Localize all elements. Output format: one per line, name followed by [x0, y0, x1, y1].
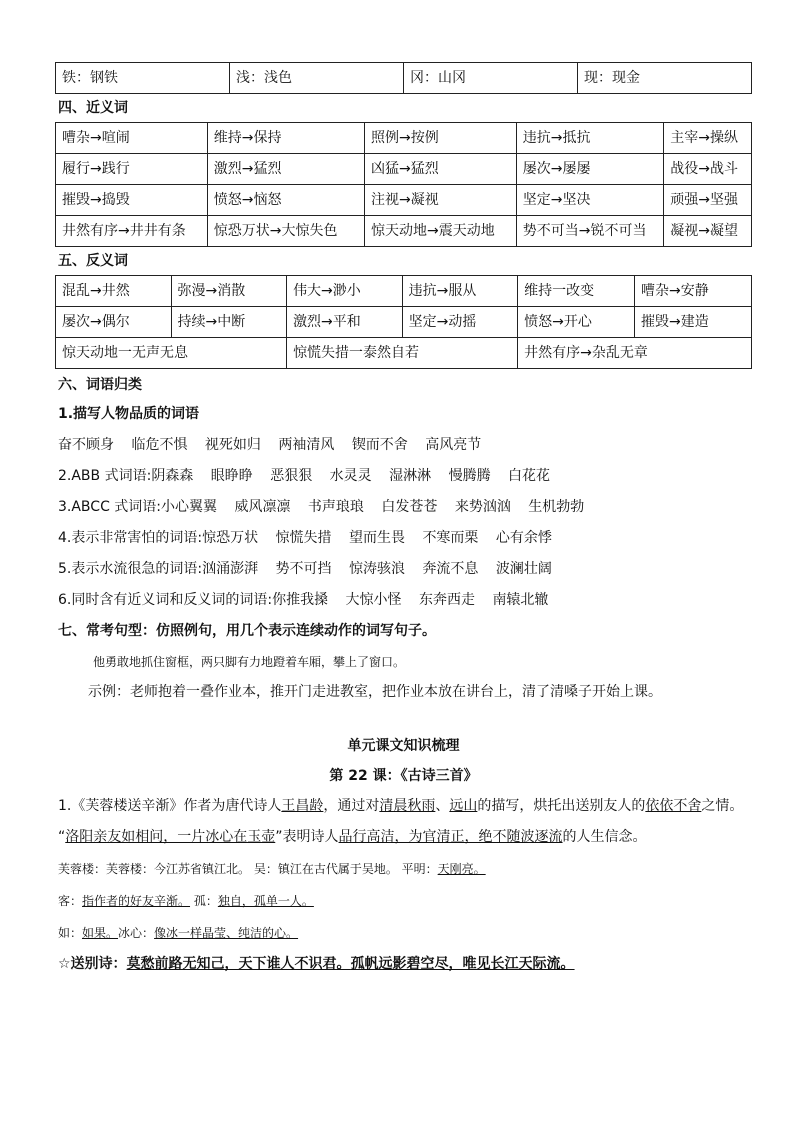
term: 书声琅琅: [307, 499, 364, 515]
term: 高风亮节: [425, 437, 482, 453]
term: 不寒而栗: [422, 530, 479, 546]
table-cell: 愤怒→恼怒: [207, 185, 364, 216]
category-label: 4.表示非常害怕的词语:: [58, 530, 203, 546]
section-heading-synonyms: 四、近义词: [58, 100, 128, 116]
term: 白花花: [508, 468, 551, 484]
table-row: [56, 63, 752, 94]
category-label: 3.ABCC 式词语:: [58, 499, 162, 515]
underlined-phrase: 指作者的好友辛渐。: [82, 894, 191, 908]
term: 势不可挡: [275, 561, 332, 577]
term: 奋不顾身: [58, 437, 114, 453]
term: 望而生畏: [348, 530, 405, 546]
term: 阴森森: [151, 468, 194, 484]
underlined-phrase: 像冰一样晶莹、纯洁的心。: [154, 926, 299, 940]
section-heading-classify: 六、词语归类: [58, 377, 142, 393]
category-label: 2.ABB 式词语:: [58, 468, 152, 484]
antonym-table: [55, 275, 752, 369]
term: 波澜壮阔: [495, 561, 552, 577]
table-cell: 惊天动地→震天动地: [365, 216, 517, 247]
category-line: [58, 492, 752, 523]
table-cell: 井然有序→井井有条: [56, 216, 208, 247]
term: 南辕北辙: [492, 592, 549, 608]
table-cell: 照例→按例: [365, 123, 517, 154]
underlined-phrase: 独自，孤单一人。: [217, 894, 314, 908]
category-terms: [58, 430, 752, 461]
table-cell: 伟大→渺小: [287, 276, 403, 307]
text-run: 客：: [58, 894, 83, 908]
annotation-line: [58, 853, 752, 885]
term: 小心翼翼: [161, 499, 218, 515]
table-row: [56, 185, 752, 216]
term: 白发苍苍: [381, 499, 438, 515]
table-cell: 激烈→猛烈: [207, 154, 364, 185]
table-cell: 混乱→井然: [56, 276, 172, 307]
table-cell: 持续→中断: [171, 307, 287, 338]
text-run: 、: [435, 798, 450, 814]
term: 惊恐万状: [202, 530, 259, 546]
category-line: [58, 461, 752, 492]
category-line: [58, 585, 752, 616]
text-run: 1.《芙蓉楼送辛渐》作者为唐代诗人: [58, 798, 282, 814]
lesson-title: 单元课文知识梳理: [347, 738, 460, 754]
category-title: 1.描写人物品质的词语: [58, 406, 200, 422]
underlined-phrase: 天刚亮。: [437, 862, 486, 876]
table-row: [56, 154, 752, 185]
term: 慢腾腾: [448, 468, 491, 484]
term: 惊慌失措: [275, 530, 332, 546]
table-cell: 摧毁→建造: [635, 307, 752, 338]
term: 奔流不息: [422, 561, 479, 577]
text-run: 冰心：: [118, 926, 155, 940]
table-cell: 井然有序→杂乱无章: [518, 338, 752, 369]
table-cell: 势不可当→锐不可当: [516, 216, 664, 247]
table-cell: 摧毁→捣毁: [56, 185, 208, 216]
table-cell: 惊天动地一无声无息: [56, 338, 287, 369]
text-run: 如：: [58, 926, 83, 940]
table-cell: 凶猛→猛烈: [365, 154, 517, 185]
text-run: ，通过对: [323, 798, 380, 814]
table-cell: 主宰→操纵: [664, 123, 752, 154]
lesson-paragraph-1: [58, 791, 752, 822]
lesson-subtitle: 第 22 课：《古诗三首》: [329, 768, 478, 784]
term: 大惊小怪: [345, 592, 402, 608]
table-row: [56, 216, 752, 247]
category-label: 6.同时含有近义词和反义词的词语:: [58, 592, 273, 608]
term: 威风凛凛: [234, 499, 291, 515]
term: 湿淋淋: [389, 468, 432, 484]
text-run: 孤：: [190, 894, 218, 908]
table-cell: 维持一改变: [518, 276, 635, 307]
term: 锲而不舍: [351, 437, 408, 453]
table-cell: 愤怒→开心: [518, 307, 635, 338]
term: 惊涛骇浪: [348, 561, 405, 577]
table-cell: 注视→凝视: [365, 185, 517, 216]
table-cell: 违抗→服从: [402, 276, 518, 307]
underlined-phrase: 依依不舍: [645, 798, 702, 814]
poet-name: 王昌龄: [281, 798, 324, 814]
section-heading-antonyms: 五、反义词: [58, 253, 128, 269]
spacer: [55, 707, 752, 731]
text-run: 芙蓉楼：芙蓉楼：今江苏省镇江北。 吴：镇江在古代属于吴地。 平明：: [58, 862, 438, 876]
synonym-table: [55, 122, 752, 247]
table-cell: 战役→战斗: [664, 154, 752, 185]
underlined-phrase: 如果。: [82, 926, 119, 940]
table-cell: 顽强→坚强: [664, 185, 752, 216]
term: 水灵灵: [329, 468, 372, 484]
underlined-phrase: 品行高洁，为官清正，绝不随波逐流: [338, 829, 563, 845]
table-row: [56, 338, 752, 369]
farewell-poem-line: [58, 949, 752, 980]
table-cell: 屡次→屡屡: [516, 154, 664, 185]
section-heading-sentence: 七、常考句型：仿照例句，用几个表示连续动作的词写句子。: [58, 623, 436, 639]
table-cell: 铁：钢铁: [56, 63, 230, 94]
table-cell: 嘈杂→喧闹: [56, 123, 208, 154]
underlined-phrase: 莫愁前路无知己，天下谁人不识君。: [126, 956, 351, 972]
worksheet-page: [55, 62, 752, 980]
poem-quote: 洛阳亲友如相问，一片冰心在玉壶: [65, 829, 276, 845]
table-row: [56, 276, 752, 307]
table-cell: 屡次→偶尔: [56, 307, 172, 338]
category-label: 5.表示水流很急的词语:: [58, 561, 203, 577]
text-run: ”表明诗人: [275, 829, 339, 845]
table-cell: 违抗→抵抗: [516, 123, 664, 154]
table-cell: 惊恐万状→大惊失色: [207, 216, 364, 247]
term: 恶狠狠: [270, 468, 313, 484]
table-cell: 现：现金: [578, 63, 752, 94]
table-row: [56, 307, 752, 338]
text-run: 的人生信念。: [562, 829, 647, 845]
term: 视死如归: [204, 437, 261, 453]
category-line: [58, 554, 752, 585]
text-run: 的描写，烘托出送别友人的: [477, 798, 646, 814]
table-cell: 弥漫→消散: [171, 276, 287, 307]
table-cell: 坚定→坚决: [516, 185, 664, 216]
term: 心有余悸: [495, 530, 552, 546]
annotation-line: [58, 885, 752, 917]
underlined-phrase: 清晨秋雨: [379, 798, 436, 814]
table-cell: 履行→践行: [56, 154, 208, 185]
term: 眼睁睁: [210, 468, 253, 484]
table-cell: 凝视→凝望: [664, 216, 752, 247]
table-cell: 嘈杂→安静: [635, 276, 752, 307]
table-cell: 惊慌失措一泰然自若: [287, 338, 518, 369]
term: 汹涌澎湃: [202, 561, 259, 577]
table-cell: 激烈→平和: [287, 307, 403, 338]
table-cell: 冈：山冈: [404, 63, 578, 94]
text-run: “: [58, 829, 66, 845]
term: 两袖清风: [278, 437, 335, 453]
underlined-phrase: 远山: [449, 798, 478, 814]
text-run: 之情。: [701, 798, 744, 814]
table-cell: 坚定→动摇: [402, 307, 518, 338]
top-word-table: [55, 62, 752, 94]
term: 生机勃勃: [528, 499, 585, 515]
category-line: [58, 523, 752, 554]
table-row: [56, 123, 752, 154]
term: 你推我搡: [272, 592, 329, 608]
term: 临危不惧: [131, 437, 188, 453]
star-label: ☆送别诗：: [58, 956, 127, 972]
annotation-line: [58, 917, 752, 949]
underlined-phrase: 孤帆远影碧空尽，唯见长江天际流。: [350, 956, 575, 972]
term: 东奔西走: [418, 592, 475, 608]
original-sentence: 他勇敢地抓住窗框，两只脚有力地蹬着车厢，攀上了窗口。: [93, 655, 406, 669]
lesson-paragraph-2: [58, 822, 752, 853]
table-cell: 浅：浅色: [230, 63, 404, 94]
example-sentence: 示例：老师抱着一叠作业本，推开门走进教室，把作业本放在讲台上，清了清嗓子开始上课。: [88, 684, 662, 700]
table-cell: 维持→保持: [207, 123, 364, 154]
term: 来势汹汹: [454, 499, 511, 515]
